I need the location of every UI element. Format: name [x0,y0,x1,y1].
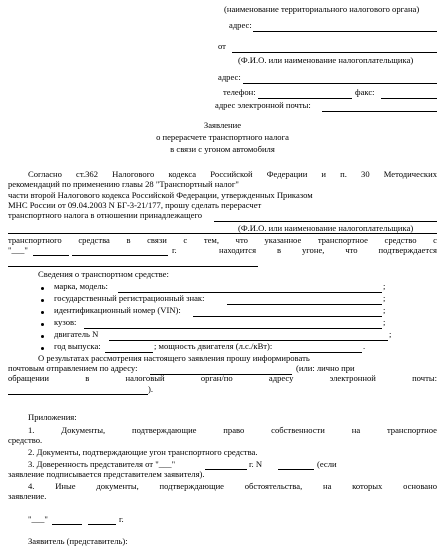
email-line [322,111,437,112]
body-line-6: транспортного средства в связи с тем, что указанное транспортное средство с [8,235,437,245]
phone-label: телефон: [223,87,256,97]
title-line-1: Заявление [203,120,242,130]
payer-address-line [243,83,437,84]
email-address-line [8,394,148,395]
semicolon: ; [383,317,386,327]
fax-line [381,98,437,99]
vehicle-item-model: марка, модель: [54,281,108,291]
vehicle-item-plate: государственный регистрационный знак: [54,293,205,303]
vehicle-item-body: кузов: [54,317,77,327]
month-line [33,255,69,256]
attachment-4-line-2: заявление. [8,491,47,501]
body-number-line [84,328,382,329]
authority-address-label: адрес: [229,20,252,30]
body-line-1: Согласно ст.362 Налогового кодекса Российской Федерации и п. 30 Методических [28,169,437,179]
body-line-7: находится в угоне, что подтверждается [219,245,437,255]
authority-address-line [253,31,437,32]
dot: . [363,341,366,351]
result-line-3: обращении в налоговый орган/по адресу электронной почты: [8,373,437,383]
footer-date-open: "___" [28,514,48,524]
bullet [41,299,44,302]
payer-address-label: адрес: [218,72,241,82]
payer-label: (Ф.И.О. или наименование налогоплательщика) [238,55,414,65]
title-line-2: о перерасчете транспортного налога [156,132,289,142]
result-line-1: О результатах рассмотрения настоящего заявления прошу информировать [38,353,310,363]
attachment-1-line-1: 1. Документы, подтверждающие право собственности на транспортное [28,425,437,435]
semicolon: ; [389,329,392,339]
result-line-4-end: ). [148,384,154,394]
footer-month-line [52,524,82,525]
plate-line [227,304,382,305]
year-line [72,255,168,256]
attachment-2: 2. Документы, подтверждающие угон транспортного средства. [28,447,258,457]
attachment-3-c: (если [317,459,337,469]
from-label: от [218,41,226,51]
authority-label: (наименование территориального налогового органа) [224,4,420,14]
payer-label-2: (Ф.И.О. или наименование налогоплательщика) [238,223,414,233]
title-line-3: в связи с угоном автомобиля [170,144,275,154]
body-line-2: рекомендаций по применению главы 28 "Транспортный налог" [8,179,239,189]
fax-label: факс: [355,87,375,97]
attachments-heading: Приложения: [28,412,77,422]
poa-date-line [205,469,247,470]
body-line-5: транспортного налога в отношении принадлежащего [8,210,203,220]
attachment-3-b: г. N [249,459,263,469]
vehicle-item-engine: двигатель N [54,329,99,339]
result-line-2-a: почтовым отправлением по адресу: [8,363,138,373]
vehicle-item-year: год выпуска: [54,341,101,351]
bullet [41,347,44,350]
vehicle-item-vin: идентификационный номер (VIN): [54,305,181,315]
evidence-line [8,266,258,267]
bullet [41,323,44,326]
phone-line [258,98,352,99]
bullet [41,287,44,290]
vin-line [193,316,382,317]
owner-line-2 [8,233,437,234]
owner-line [214,221,437,222]
body-line-3: части второй Налогового кодекса Российской Федерации, утвержденных Приказом [8,190,313,200]
signer-label: Заявитель (представитель): [28,536,128,546]
vehicle-heading: Сведения о транспортном средстве: [38,269,169,279]
attachment-3-line-2: заявление подписывается представителем заявителя). [8,469,205,479]
footer-year-line [88,524,116,525]
body-line-4: МНС России от 09.04.2003 N БГ-3-21/177, прошу сделать перерасчет [8,200,262,210]
email-label: адрес электронной почты: [215,100,311,110]
bullet [41,311,44,314]
attachment-3-a: 3. Доверенность представителя от "___" [28,459,176,469]
from-line [232,52,437,53]
attachment-1-line-2: средство. [8,435,43,445]
bullet [41,335,44,338]
footer-year-suffix: г. [119,514,124,524]
poa-number-line [278,469,314,470]
year-suffix: г. [172,245,177,255]
attachment-4-line-1: 4. Иные документы, подтверждающие обстоятельства, на которых основано [28,481,437,491]
semicolon: ; [383,293,386,303]
result-line-2-b: (или: лично при [296,363,355,373]
date-quote-open: "___" [8,245,28,255]
semicolon: ; [383,305,386,315]
power-label: ; мощность двигателя (л.с./кВт): [154,341,273,351]
semicolon: ; [383,281,386,291]
